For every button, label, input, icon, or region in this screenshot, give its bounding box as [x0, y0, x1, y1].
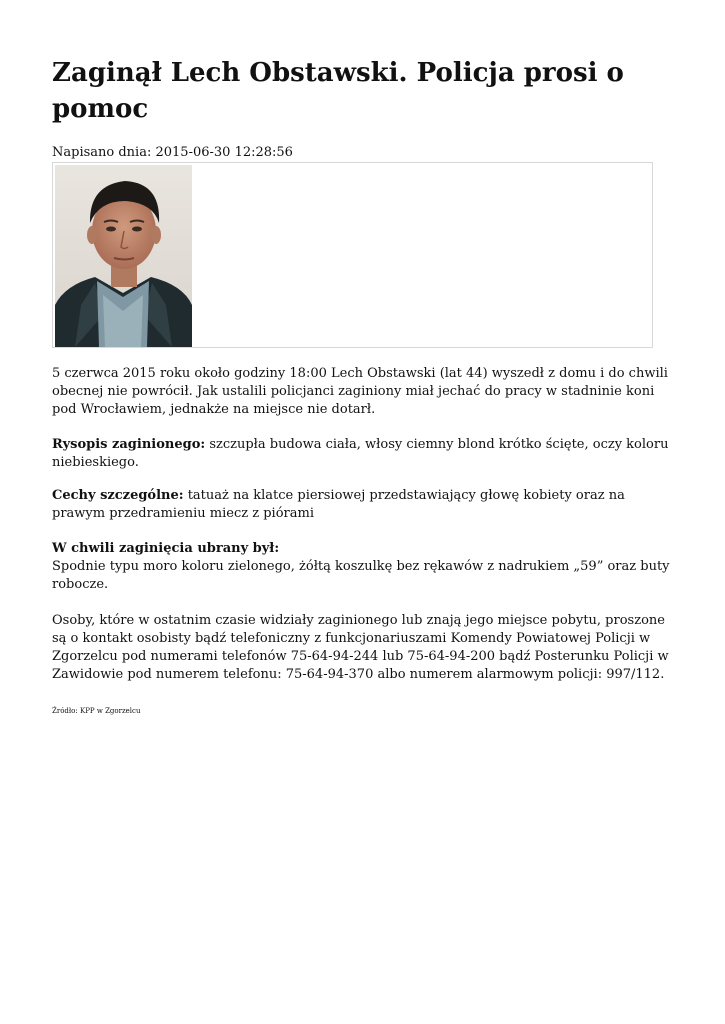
publish-date-value: 2015-06-30 12:28:56	[155, 145, 293, 160]
clothing-label: W chwili zaginięcia ubrany był:	[52, 541, 280, 556]
photo-frame	[52, 162, 653, 348]
portrait-photo-icon	[55, 165, 192, 347]
publish-date	[52, 144, 293, 162]
features-text: tatuaż na klatce piersiowej przedstawiający głowę kobiety oraz na prawym przedramieniu miecz z piórami	[52, 488, 625, 521]
description-paragraph	[52, 436, 674, 472]
source-note: Źródło: KPP w Zgorzelcu	[52, 707, 141, 715]
features-paragraph	[52, 487, 674, 523]
clothing-paragraph	[52, 540, 674, 594]
article-title: Zaginął Lech Obstawski. Policja prosi o pomoc	[52, 58, 624, 124]
features-label: Cechy szczególne:	[52, 488, 184, 503]
clothing-text: Spodnie typu moro koloru zielonego, żółtą koszulkę bez rękawów z nadrukiem „59” oraz buty robocze.	[52, 559, 670, 592]
description-text: szczupła budowa ciała, włosy ciemny blond krótko ścięte, oczy koloru niebieskiego.	[52, 437, 669, 470]
publish-date-label: Napisano dnia:	[52, 145, 152, 160]
intro-paragraph: 5 czerwca 2015 roku około godziny 18:00 Lech Obstawski (lat 44) wyszedł z domu i do chwili obecnej nie powrócił. Jak ustalili policjanci zaginiony miał jechać do pracy w stadninie koni pod Wrocławiem, jednakże na miejsce nie dotarł.	[52, 366, 668, 417]
contact-paragraph: Osoby, które w ostatnim czasie widziały zaginionego lub znają jego miejsce pobytu, proszone są o kontakt osobisty bądź telefoniczny z funkcjonariuszami Komendy Powiatowej Policji w Zgorzelcu pod numerami telefonów 75-64-94-244 lub 75-64-94-200 bądź Posterunku Policji w Zawidowie pod numerem telefonu: 75-64-94-370 albo numerem alarmowym policji: 997/112.	[52, 613, 669, 682]
description-label: Rysopis zaginionego:	[52, 437, 206, 452]
